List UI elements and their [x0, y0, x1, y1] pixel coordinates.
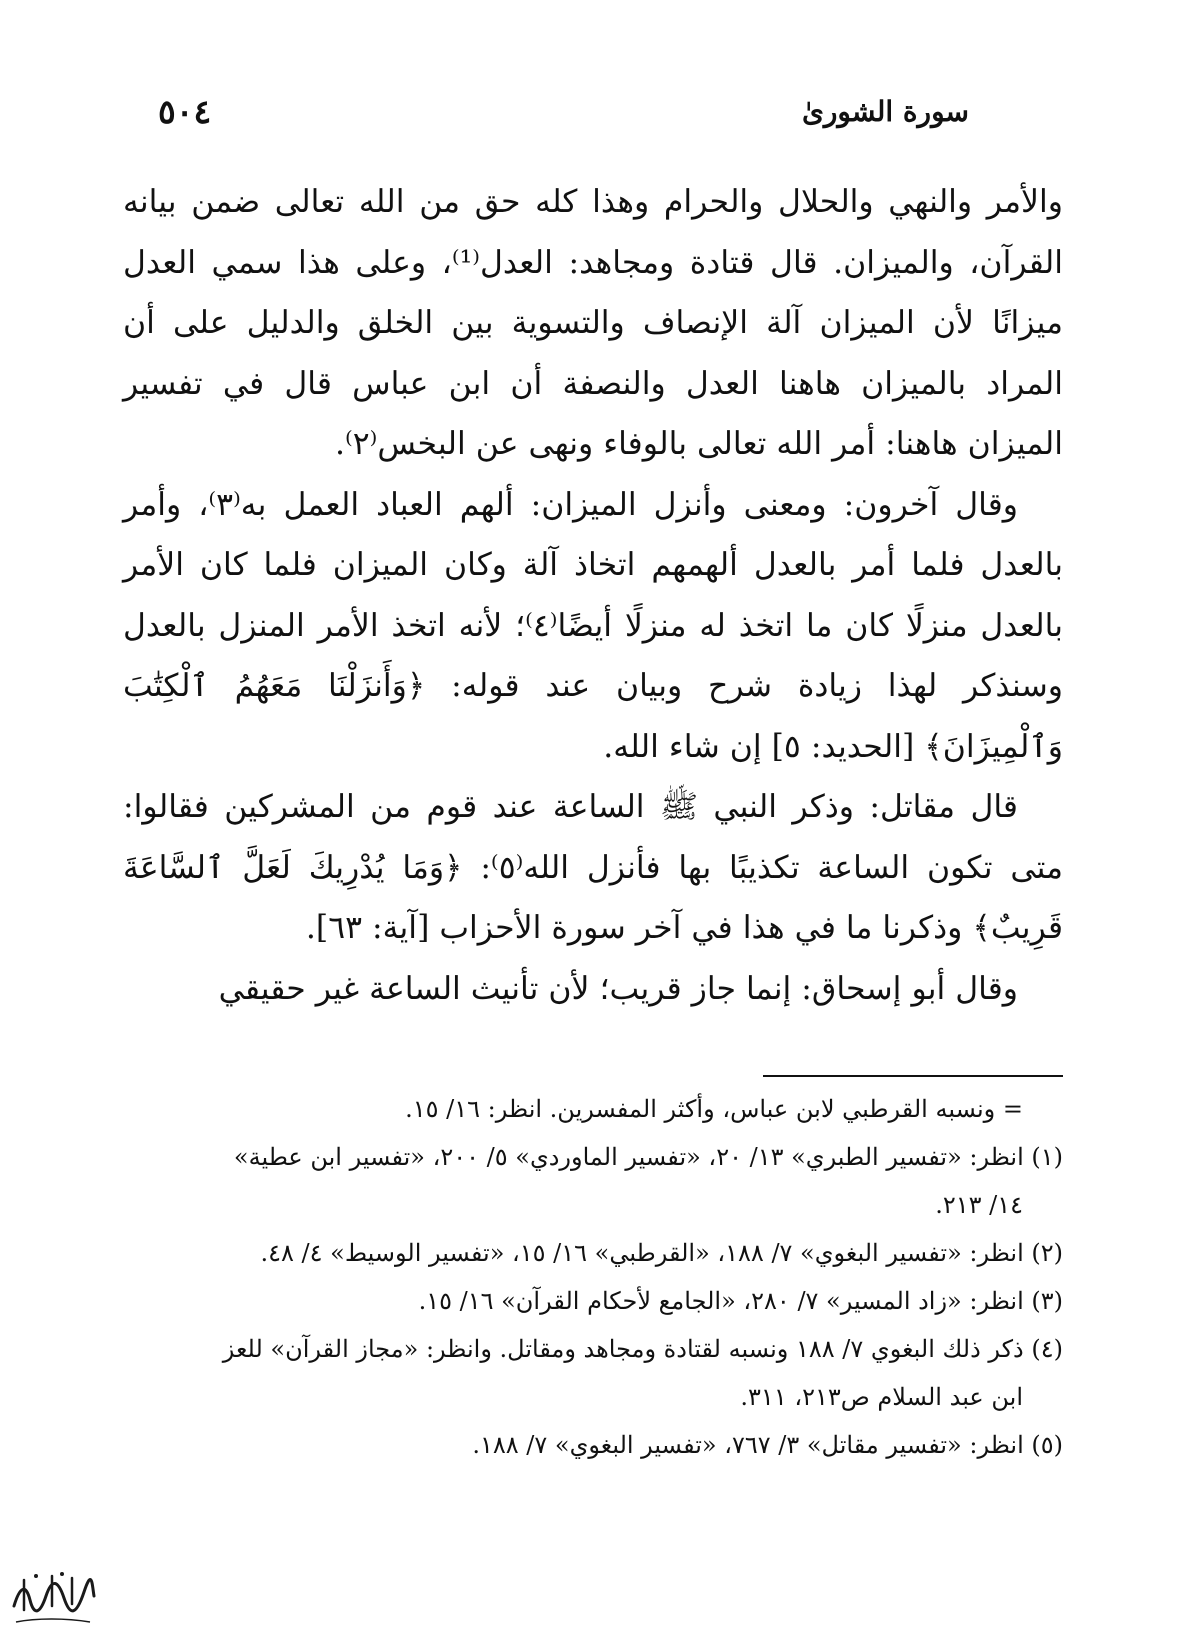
- footnote-4-line1: (٤) ذكر ذلك البغوي ٧/ ١٨٨ ونسبه لقتادة ومجاهد ومقاتل. وانظر: «مجاز القرآن» للعز: [222, 1335, 1063, 1363]
- footnote-1-line1: (١) انظر: «تفسير الطبري» ١٣/ ٢٠، «تفسير الماوردي» ٥/ ٢٠٠، «تفسير ابن عطية»: [233, 1143, 1063, 1171]
- footnote-3: (٣) انظر: «زاد المسير» ٧/ ٢٨٠، «الجامع لأحكام القرآن» ١٦/ ١٥.: [418, 1287, 1063, 1315]
- main-text: [123, 172, 1063, 1019]
- paragraph-2: وقال آخرون: ومعنى وأنزل الميزان: ألهم العباد العمل به⁽٣⁾، وأمر بالعدل فلما أمر بالعدل ألهمهم اتخاذ آلة وكان الميزان فلما كان الأمر بالعدل منزلًا كان ما اتخذ له منزلًا أيضًا⁽٤⁾؛ لأنه اتخذ الأمر المنزل بالعدل وسنذكر لهذا زيادة شرح وبيان عند قوله: ﴿وَأَنزَلْنَا مَعَهُمُ ٱلْكِتَٰبَ وَٱلْمِيزَانَ﴾ [الحديد: ٥] إن شاء الله.: [123, 486, 1063, 765]
- publisher-logo: [6, 1566, 98, 1632]
- footnote-5: (٥) انظر: «تفسير مقاتل» ٣/ ٧٦٧، «تفسير البغوي» ٧/ ١٨٨.: [472, 1431, 1063, 1459]
- paragraph-3: قال مقاتل: وذكر النبي ﷺ الساعة عند قوم من المشركين فقالوا: متى تكون الساعة تكذيبًا بها فأنزل الله⁽٥⁾: ﴿وَمَا يُدْرِيكَ لَعَلَّ ٱلسَّاعَةَ قَرِيبٌ﴾ وذكرنا ما في هذا في آخر سورة الأحزاب [آية: ٦٣].: [123, 789, 1063, 946]
- paragraph-4: وقال أبو إسحاق: إنما جاز قريب؛ لأن تأنيث الساعة غير حقيقي: [218, 970, 1018, 1007]
- page-number: ٥٠٤: [158, 91, 212, 131]
- footnote-2: (٢) انظر: «تفسير البغوي» ٧/ ١٨٨، «القرطبي» ١٦/ ١٥، «تفسير الوسيط» ٤/ ٤٨.: [260, 1239, 1063, 1267]
- footnote-4-line2: ابن عبد السلام ص٢١٣، ٣١١.: [740, 1383, 1023, 1411]
- footnote-continued: = ونسبه القرطبي لابن عباس، وأكثر المفسرين. انظر: ١٦/ ١٥.: [405, 1095, 1023, 1123]
- running-header: [118, 86, 1067, 136]
- footnotes: [123, 1085, 1063, 1469]
- footnote-separator: [763, 1075, 1063, 1077]
- footnote-4: [123, 1325, 1063, 1421]
- paragraph-1: والأمر والنهي والحلال والحرام وهذا كله حق من الله تعالى ضمن بيانه القرآن، والميزان. قال قتادة ومجاهد: العدل⁽¹⁾، وعلى هذا سمي العدل ميزانًا لأن الميزان آلة الإنصاف والتسوية بين الخلق والدليل على أن المراد بالميزان هاهنا العدل والنصفة أن ابن عباس قال في تفسير الميزان هاهنا: أمر الله تعالى بالوفاء ونهى عن البخس⁽٢⁾.: [123, 184, 1063, 462]
- footnote-1: [123, 1133, 1063, 1229]
- surah-title: سورة الشورىٰ: [801, 94, 969, 128]
- footnote-1-line2: ١٤/ ٢١٣.: [935, 1191, 1023, 1219]
